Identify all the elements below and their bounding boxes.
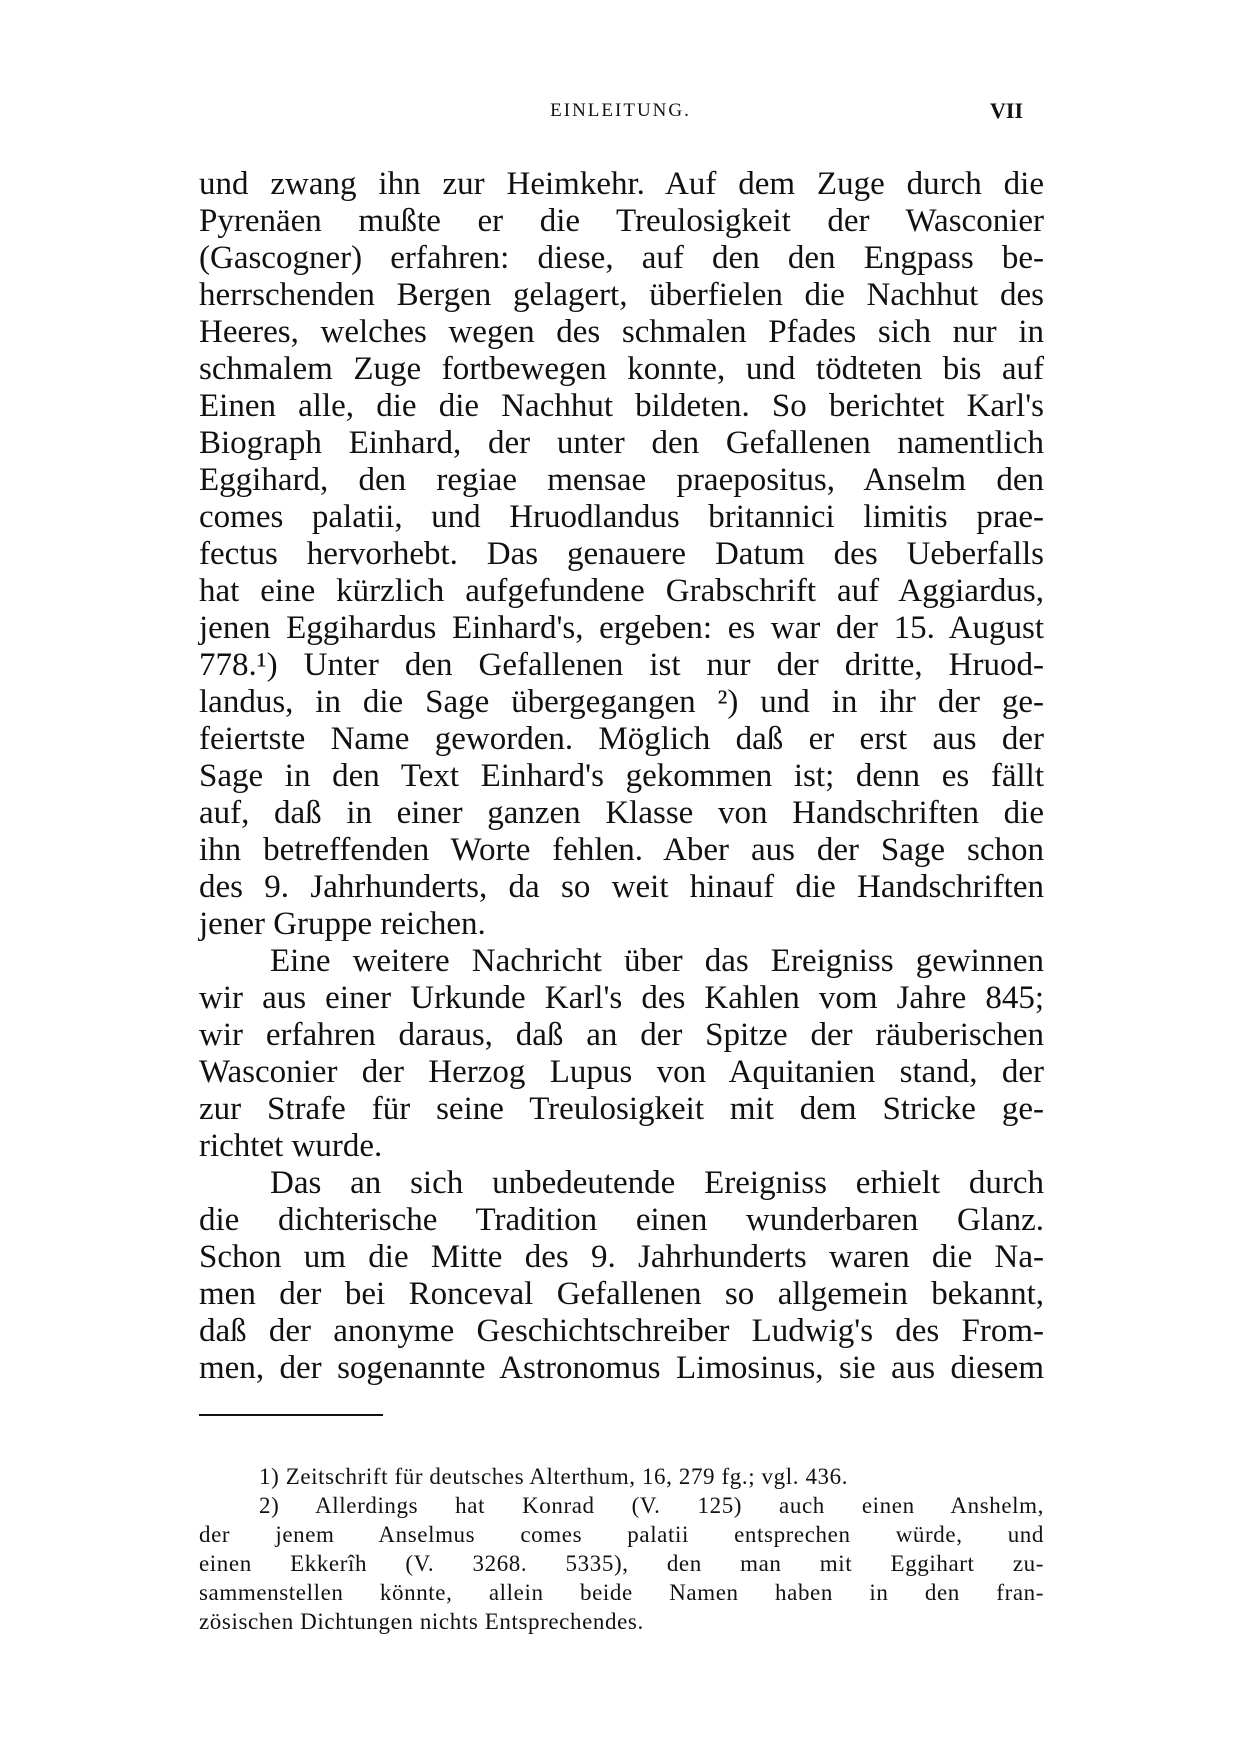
body-line: men, der sogenannte Astronomus Limosinus, sie aus diesem bbox=[199, 1350, 1044, 1386]
body-line: ihn betreffenden Worte fehlen. Aber aus der Sage schon bbox=[199, 832, 1044, 868]
body-line: Das an sich unbedeutende Ereigniss erhielt durch bbox=[270, 1165, 1044, 1201]
body-line: zur Strafe für seine Treulosigkeit mit dem Stricke ge- bbox=[199, 1091, 1044, 1127]
body-line: auf, daß in einer ganzen Klasse von Handschriften die bbox=[199, 795, 1044, 831]
body-line: die dichterische Tradition einen wunderbaren Glanz. bbox=[199, 1202, 1044, 1238]
body-line: daß der anonyme Geschichtschreiber Ludwig's des From- bbox=[199, 1313, 1044, 1349]
body-line: wir aus einer Urkunde Karl's des Kahlen vom Jahre 845; bbox=[199, 980, 1044, 1016]
body-line: Biograph Einhard, der unter den Gefallenen namentlich bbox=[199, 425, 1044, 461]
footnote-line: der jenem Anselmus comes palatii entsprechen würde, und bbox=[199, 1522, 1044, 1547]
body-line: jener Gruppe reichen. bbox=[199, 906, 486, 942]
body-line: (Gascogner) erfahren: diese, auf den den Engpass be- bbox=[199, 240, 1044, 276]
body-line: hat eine kürzlich aufgefundene Grabschrift auf Aggiardus, bbox=[199, 573, 1044, 609]
body-line: fectus hervorhebt. Das genauere Datum des Ueberfalls bbox=[199, 536, 1044, 572]
body-line: Sage in den Text Einhard's gekommen ist; denn es fällt bbox=[199, 758, 1044, 794]
body-line: richtet wurde. bbox=[199, 1128, 383, 1164]
footnote-line: zösischen Dichtungen nichts Entsprechendes. bbox=[199, 1609, 644, 1634]
body-text bbox=[199, 166, 1044, 1387]
body-line: Eggihard, den regiae mensae praepositus, Anselm den bbox=[199, 462, 1044, 498]
footnote-line: 1) Zeitschrift für deutsches Alterthum, 16, 279 fg.; vgl. 436. bbox=[259, 1464, 849, 1489]
body-line: comes palatii, und Hruodlandus britannici limitis prae- bbox=[199, 499, 1044, 535]
body-line: jenen Eggihardus Einhard's, ergeben: es war der 15. August bbox=[199, 610, 1044, 646]
body-line: wir erfahren daraus, daß an der Spitze der räuberischen bbox=[199, 1017, 1044, 1053]
body-line: Schon um die Mitte des 9. Jahrhunderts waren die Na- bbox=[199, 1239, 1044, 1275]
footnote-line: einen Ekkerîh (V. 3268. 5335), den man mit Eggihart zu- bbox=[199, 1551, 1044, 1576]
body-line: schmalem Zuge fortbewegen konnte, und tödteten bis auf bbox=[199, 351, 1044, 387]
page-number: VII bbox=[990, 98, 1024, 123]
body-line: 778.¹) Unter den Gefallenen ist nur der dritte, Hruod- bbox=[199, 647, 1044, 683]
body-line: men der bei Ronceval Gefallenen so allgemein bekannt, bbox=[199, 1276, 1044, 1312]
body-line: feiertste Name geworden. Möglich daß er erst aus der bbox=[199, 721, 1044, 757]
body-line: landus, in die Sage übergegangen ²) und in ihr der ge- bbox=[199, 684, 1044, 720]
body-line: und zwang ihn zur Heimkehr. Auf dem Zuge durch die bbox=[199, 166, 1044, 202]
running-title: EINLEITUNG. bbox=[550, 100, 691, 121]
body-line: Einen alle, die die Nachhut bildeten. So berichtet Karl's bbox=[199, 388, 1044, 424]
body-line: Wasconier der Herzog Lupus von Aquitanien stand, der bbox=[199, 1054, 1044, 1090]
footnote-separator bbox=[199, 1414, 383, 1416]
footnote-line: sammenstellen könnte, allein beide Namen haben in den fran- bbox=[199, 1580, 1044, 1605]
body-line: herrschenden Bergen gelagert, überfielen die Nachhut des bbox=[199, 277, 1044, 313]
body-line: Eine weitere Nachricht über das Ereigniss gewinnen bbox=[270, 943, 1044, 979]
body-line: Pyrenäen mußte er die Treulosigkeit der Wasconier bbox=[199, 203, 1044, 239]
footnotes bbox=[199, 1462, 1044, 1636]
footnote-line: 2) Allerdings hat Konrad (V. 125) auch einen Anshelm, bbox=[259, 1493, 1044, 1518]
body-line: Heeres, welches wegen des schmalen Pfades sich nur in bbox=[199, 314, 1044, 350]
body-line: des 9. Jahrhunderts, da so weit hinauf die Handschriften bbox=[199, 869, 1044, 905]
